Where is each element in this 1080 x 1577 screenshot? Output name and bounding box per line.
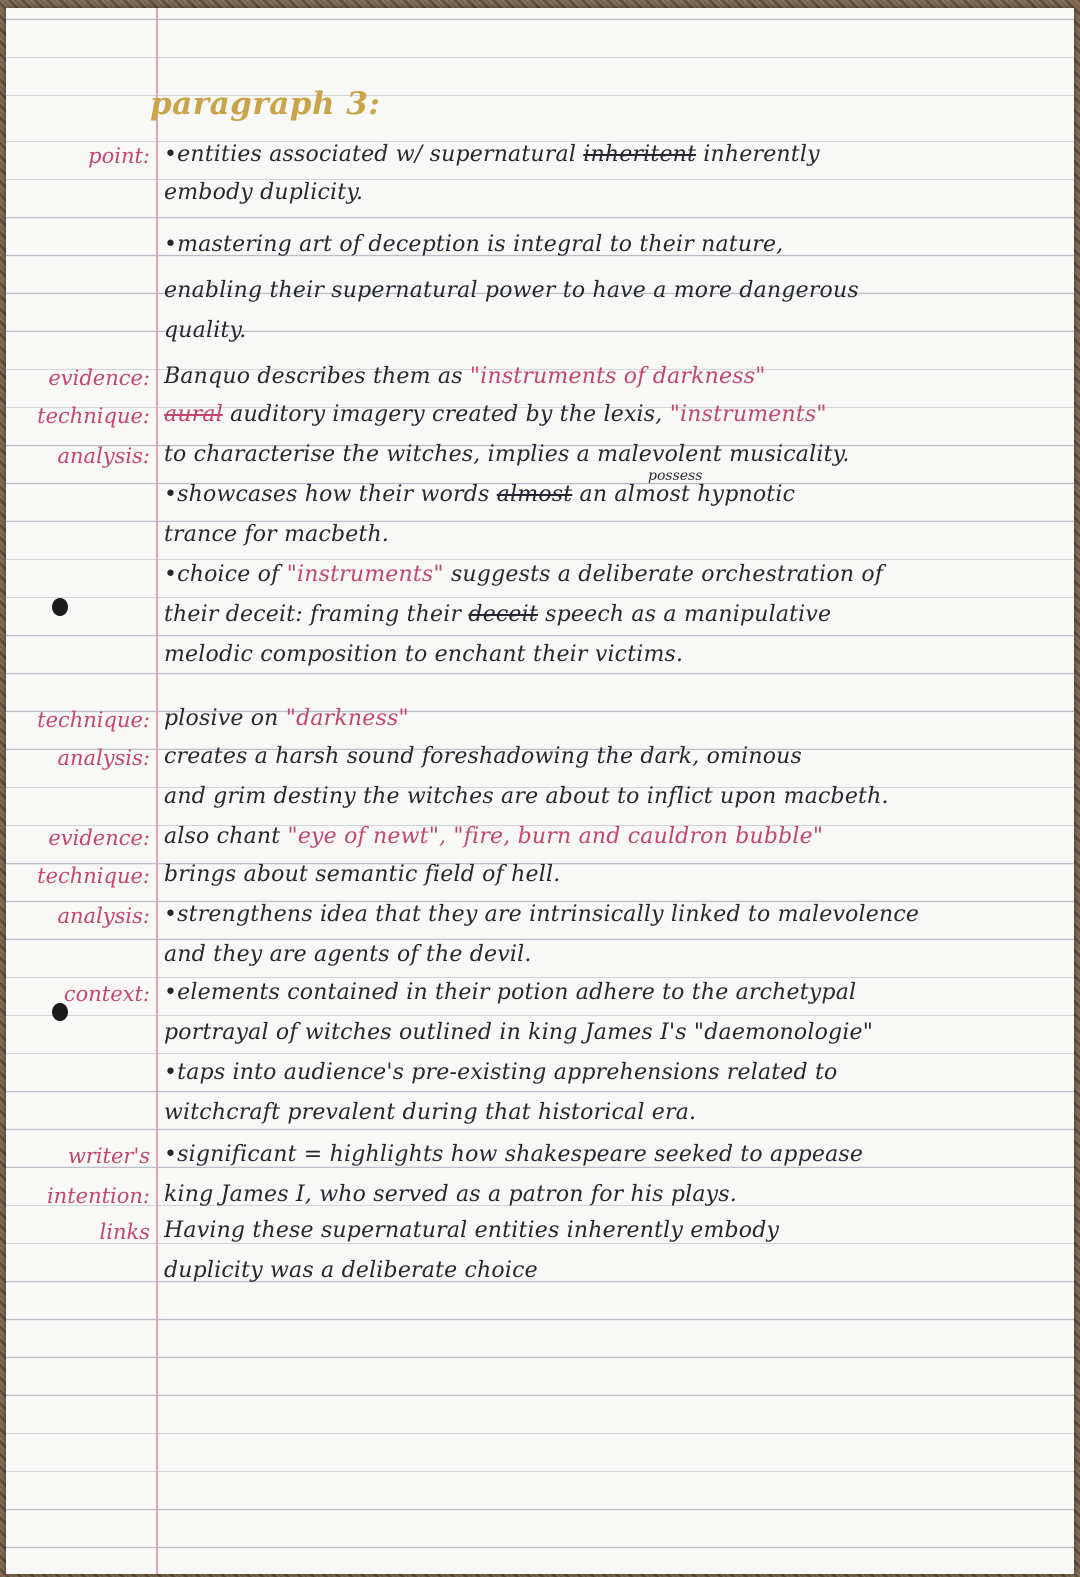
text-line: •elements contained in their potion adhere to the archetypal <box>164 980 857 1005</box>
text-line: Banquo describes them as "instruments of darkness" <box>164 364 766 389</box>
text-line: their deceit: framing their deceit speech as a manipulative <box>164 602 832 627</box>
text-line: brings about semantic field of hell. <box>164 862 561 887</box>
text-line: creates a harsh sound foreshadowing the dark, ominous <box>164 744 803 769</box>
text-line: witchcraft prevalent during that historical era. <box>164 1100 697 1125</box>
label-context: context: <box>63 982 150 1006</box>
notebook-page <box>6 8 1074 1574</box>
text-line: and they are agents of the devil. <box>164 942 532 967</box>
text-line: embody duplicity. <box>164 180 364 205</box>
text-line: to characterise the witches, implies a malevolent musicality. <box>164 442 850 467</box>
text-line: portrayal of witches outlined in king James I's "daemonologie" <box>164 1020 874 1045</box>
text-line: king James I, who served as a patron for his plays. <box>164 1182 737 1207</box>
label-writers: writer's <box>67 1144 150 1168</box>
label-intention: intention: <box>46 1184 150 1208</box>
label-analysis: analysis: <box>57 904 150 928</box>
label-links: links <box>99 1220 150 1244</box>
label-technique: technique: <box>37 404 150 428</box>
label-evidence: evidence: <box>48 366 150 390</box>
text-line: •choice of "instruments" suggests a deliberate orchestration of <box>164 562 884 587</box>
text-line: •showcases how their words almost an almost hypnotic <box>164 482 796 507</box>
text-line: •strengthens idea that they are intrinsically linked to malevolence <box>164 902 920 927</box>
label-technique: technique: <box>37 708 150 732</box>
text-line: aural auditory imagery created by the lexis, "instruments" <box>164 402 827 427</box>
text-line: quality. <box>164 318 247 343</box>
text-line: Having these supernatural entities inherently embody <box>164 1218 780 1243</box>
label-point: point: <box>88 144 150 168</box>
punch-hole-top <box>52 598 68 616</box>
label-evidence: evidence: <box>48 826 150 850</box>
text-line: and grim destiny the witches are about to inflict upon macbeth. <box>164 784 889 809</box>
text-line: enabling their supernatural power to have a more dangerous <box>164 278 859 303</box>
page-heading: paragraph 3: <box>150 86 381 122</box>
text-line: trance for macbeth. <box>164 522 390 547</box>
inserted-word: possess <box>648 468 703 484</box>
label-analysis: analysis: <box>57 746 150 770</box>
text-line: duplicity was a deliberate choice <box>164 1258 538 1283</box>
text-line: •entities associated w/ supernatural inheritent inherently <box>164 142 820 167</box>
text-line: also chant "eye of newt", "fire, burn and cauldron bubble" <box>164 824 824 849</box>
margin-line <box>156 8 158 1574</box>
text-line: •significant = highlights how shakespeare seeked to appease <box>164 1142 864 1167</box>
text-line: melodic composition to enchant their victims. <box>164 642 684 667</box>
text-line: plosive on "darkness" <box>164 706 409 731</box>
label-technique: technique: <box>37 864 150 888</box>
label-analysis: analysis: <box>57 444 150 468</box>
text-line: •mastering art of deception is integral to their nature, <box>164 232 784 257</box>
text-line: •taps into audience's pre-existing apprehensions related to <box>164 1060 838 1085</box>
